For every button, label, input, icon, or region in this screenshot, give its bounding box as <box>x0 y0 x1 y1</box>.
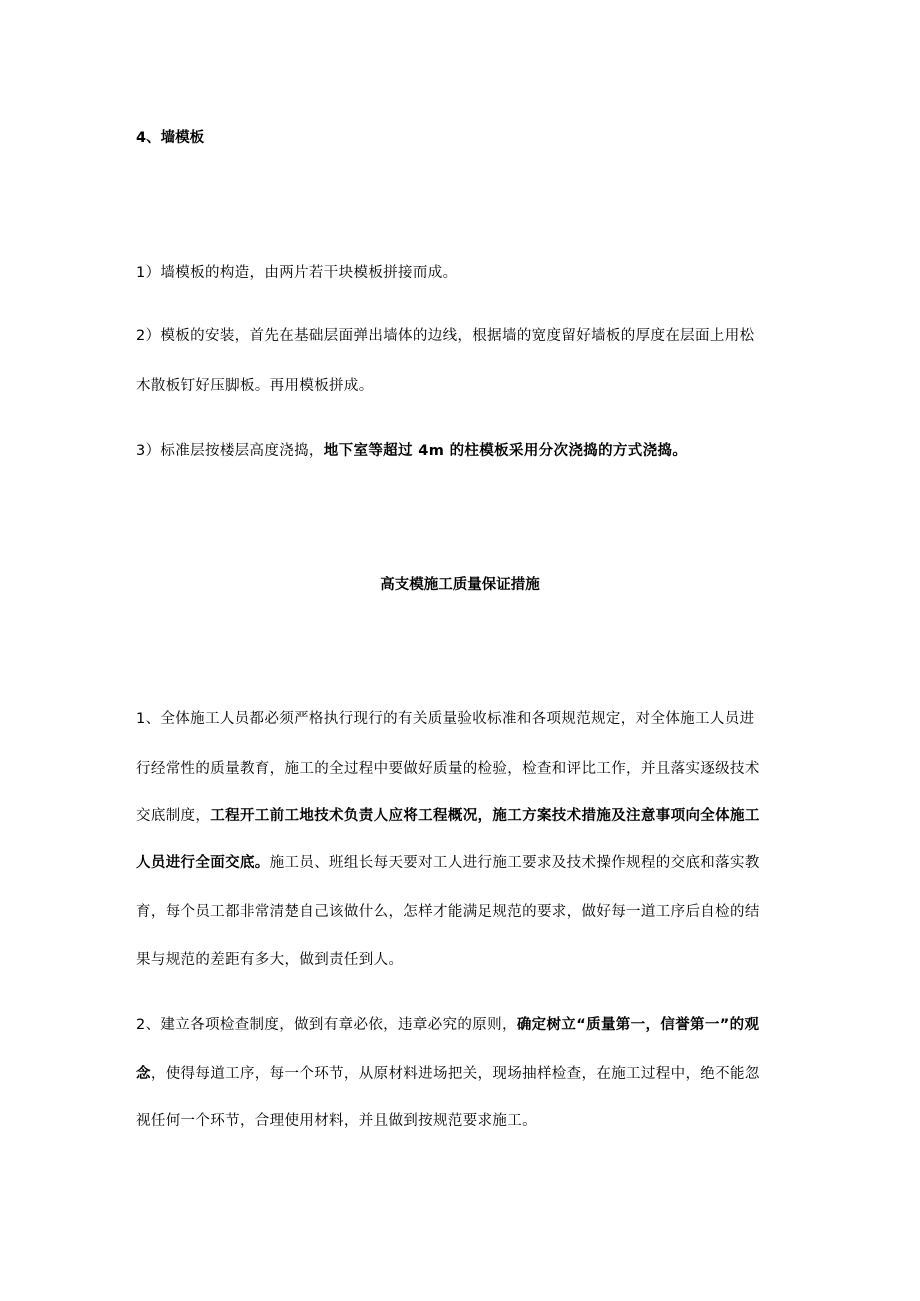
paragraph-2-line-2-normal: ，使得每道工序，每一个环节，从原材料进场把关，现场抽样检查，在施工过程中，绝不能忽 <box>150 1066 760 1082</box>
paragraph-2-line-2-bold: 念 <box>136 1066 151 1082</box>
paragraph-1-line-5: 育，每个员工都非常清楚自己该做什么，怎样才能满足规范的要求，做好每一道工序后自检的结 <box>136 904 760 920</box>
paragraph-1-line-4-bold: 人员进行全面交底。 <box>136 855 270 871</box>
paragraph-1-line-3-normal: 交底制度， <box>136 808 211 824</box>
item-3-bold-text: 地下室等超过 4m 的柱模板采用分次浇捣的方式浇捣。 <box>323 443 688 459</box>
paragraph-1-line-3-bold: 工程开工前工地技术负责人应将工程概况，施工方案技术措施及注意事项向全体施工 <box>210 808 760 824</box>
paragraph-1-line-6: 果与规范的差距有多大，做到责任到人。 <box>136 952 404 968</box>
item-3 <box>136 441 796 461</box>
paragraph-1-line-2: 行经常性的质量教育，施工的全过程中要做好质量的检验，检查和评比工作，并且落实逐级技术 <box>136 761 760 777</box>
paragraph-2-line-1 <box>136 1015 796 1035</box>
paragraph-1-line-1: 1、全体施工人员都必须严格执行现行的有关质量验收标准和各项规范规定，对全体施工人员进 <box>136 711 755 727</box>
item-1: 1）墙模板的构造，由两片若干块模板拼接而成。 <box>136 265 458 281</box>
section-title-quality-measures: 高支模施工质量保证措施 <box>380 577 540 593</box>
paragraph-2-line-2 <box>136 1064 796 1084</box>
paragraph-2-line-1-bold: 确定树立“质量第一，信誉第一”的观 <box>516 1017 760 1033</box>
paragraph-1-line-3 <box>136 806 796 826</box>
paragraph-2-line-3: 视任何一个环节，合理使用材料，并且做到按规范要求施工。 <box>136 1113 537 1129</box>
paragraph-1-line-4 <box>136 853 796 873</box>
paragraph-2-line-1-normal: 2、建立各项检查制度，做到有章必依，违章必究的原则， <box>136 1017 517 1033</box>
item-3-normal-text: 3）标准层按楼层高度浇捣， <box>136 443 324 459</box>
section-heading-wall-formwork: 4、墙模板 <box>136 130 205 146</box>
paragraph-1-line-4-normal: 施工员、班组长每天要对工人进行施工要求及技术操作规程的交底和落实教 <box>269 855 760 871</box>
item-2-line-2: 木散板钉好压脚板。再用模板拼成。 <box>136 378 374 394</box>
item-2-line-1: 2）模板的安装，首先在基础层面弹出墙体的边线，根据墙的宽度留好墙板的厚度在层面上用松 <box>136 328 755 344</box>
